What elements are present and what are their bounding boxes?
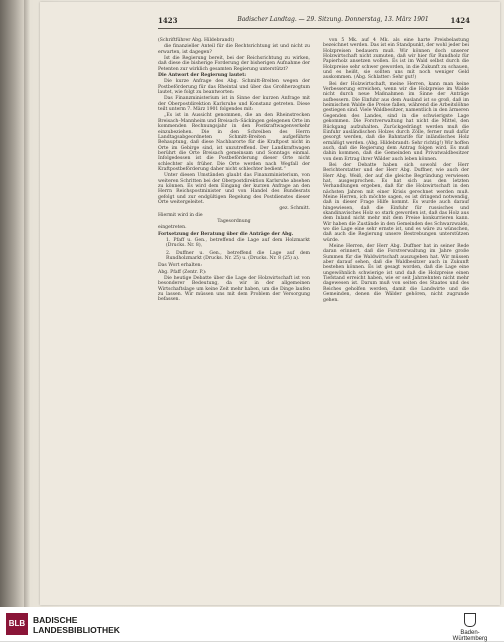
paragraph: Die Antwort der Regierung lautet: xyxy=(158,73,247,79)
paragraph: Bei der Debatte haben sich sowohl der Herr Berichterstatter und der Herr Abg. Duffner, wie auch der Herr Abg. Weiß, der auf die gleiche Begründung verwiesen hat, ausgesprochen. Es hat sich aus den letzten Verhandlungen ergeben, daß für die Holzwirtschaft in den nächsten Jahren mit einer Krisis gerechnet werden muß. Meine Herren, ich möchte sagen, es ist dringend notwendig, daß in dieser Frage Hilfe kommt. Es wurde auch darauf hingewiesen, daß die Einfuhr für russisches und skandinavisches Holz so stark geworden ist, daß das Holz aus dem Inland nicht mehr mit dem Preise konkurrieren kann. Wir haben die Zustände in den Gemeinden des Schwarzwalds, wo die Lage eine sehr ernste ist, und es wäre zu wünschen, daß auch die Regierung unsere Bestrebungen unterstützen würde. xyxy=(323,162,469,243)
paragraph: Die heutige Debatte über die Lage der Holzwirtschaft ist von besonderer Bedeutung, da wir in der allgemeinen Wirtschaftslage um keine Zeit mehr haben, um die Dinge laufen zu lassen. Wir müssen uns mit dem Problem der Versorgung befassen. xyxy=(158,276,310,303)
library-footer xyxy=(0,607,504,641)
paragraph: Tagesordnung xyxy=(217,219,251,224)
paragraph: die finanzieller Anteil für die Rechtsrichtung ist und nicht zu erwarten, ist dagegen? xyxy=(158,44,310,55)
state-name: Baden-Württemberg xyxy=(452,630,488,642)
paragraph: gez. Schmitt. xyxy=(279,206,310,212)
library-name-line2: LANDESBIBLIOTHEK xyxy=(33,625,120,635)
paragraph: Das Wort erhalten: xyxy=(158,263,203,269)
crest-icon xyxy=(464,613,476,627)
paragraph: Ist die Regierung bereit, bei der Reichsrichtung zu wirken, daß diese die bisherige Forderung der bisherigen Aufnahme der Petenten zur wirklich gesamten Regierung unterstützt? xyxy=(158,56,310,72)
right-column xyxy=(323,38,469,304)
paragraph: Das Finanzministerium ist in Sinne der kurzen Anfrage mit der Oberpostdirektion Karlsruhe und Konstanz getreten. Diese teilt unterm 7. März 1901 folgendes mit: xyxy=(158,96,310,113)
running-head-title: Badischer Landtag. — 29. Sitzung. Donnerstag, 13. März 1901 xyxy=(237,16,429,23)
book-spine-edge xyxy=(0,0,24,607)
paragraph: Meine Herren, der Herr Abg. Duffner hat in seiner Rede daran erinnert, daß die Forstverwaltung im Jahre große Summen für die Waldwirtschaft auszugeben hat. Wir müssen aber darauf sehen, daß die Waldbesitzer auch in Zukunft bestehen können. Es ist gesagt worden, daß die Lage eine ungewöhnlich schwierige ist und daß die Holzpreise einen Tiefstand erreicht haben, wie er seit Jahrzehnten nicht mehr dagewesen ist. Darum muß von seiten des Staates und des Reiches geholfen werden, damit die Landwirte und die Gemeinden, denen die Wälder gehören, nicht zugrunde gehen. xyxy=(323,244,469,303)
paragraph: (Schriftführer Abg. Hildebrandt) xyxy=(158,38,235,43)
paragraph: 1. Pfaff u. Gen., betreffend die Lage auf dem Holzmarkt (Drucks. Nr. 8), xyxy=(166,238,310,249)
paragraph: Die kurze Anfrage des Abg. Schmitt-Breiten wegen der Postbeförderung für das Rheintal und über das Großherzogtum lautet, wie folgt zu beantworten: xyxy=(158,79,310,96)
page-number-left: 1423 xyxy=(158,16,178,25)
paragraph: Bei der Holzwirtschaft, meine Herren, kann man keine Verbesserung erreichen, wenn wir die Holzpreise im Walde nicht durch neue Maßnahmen im Sinne der Anträge aufbessern. Die Einfuhr aus dem Ausland ist so groß, daß im heimischen Walde die Preise fallen, während die Arbeitslöhne gestiegen sind. Viele Waldbesitzer, namentlich in den ärmeren Gegenden des Landes, sind in die schwierigste Lage gekommen. Die Forstverwaltung hat nicht die Mittel, den Rückgang aufzuhalten. Zurückgedrängt werden muß die Einfuhr ausländischen Holzes durch Zölle, ferner muß dafür gesorgt werden, daß die Bahntarife für inländisches Holz ermäßigt werden. (Abg. Hildebrandt: Sehr richtig!) Wir hoffen auch, daß die Regierung dem Antrag folgen wird. Es muß dahin kommen, daß die Gemeinden und Privatwaldbesitzer von dem Ertrag ihrer Wälder auch leben können. xyxy=(323,81,469,162)
paragraph: „Es ist in Aussicht genommen, die an den Rheinstrecken Breisach–Mannheim und Breisach–Säckingen gelegenen Orte im kommenden Rechnungsjahr in den Postkraftwagenverkehr einzubeziehen. Die in den Schreiben des Herrn Landtagsabgeordneten Schmitt-Breiten aufgeführte Behauptung, daß diese Nachbarorte für die Kraftpost nicht in Orte im Gebirge sind, ist unzutreffend. Der Landkraftwagen berührt die Orte Breisach gemeinsam und Sonntags einmal. Infolgedessen ist die Postbeförderung dieser Orte nicht schlechter als früher. Die Orte werden nach Wegfall der Kraftpostbeförderung daher nicht schlechter bedient.“ xyxy=(158,113,310,172)
paragraph: Unter diesen Umständen glaubt das Finanzministerium, von weiteren Schritten bei der Oberpostdirektion Karlsruhe absehen zu können. Es wird dem Eingang der kurzen Anfrage an den Herrn Reichspostminister und von Handel des Bundesrats gefolgt und zur endgültigen Regelung des Postdienstes dieser Orte weitergeleitet. xyxy=(158,173,310,205)
paragraph: 2. Duffner u. Gen., betreffend die Lage auf dem Rundholzmarkt (Drucks. Nr. 25) u. (Drucks. Nr. 8 (25) a). xyxy=(166,250,310,262)
paragraph: von 5 Mk. auf 4 Mk. als eine harte Preisbelastung bezeichnet werden. Das ist ein Standpunkt, der wohl jeder bei Holzpreisen bedauern muß. Wir können doch unserer Holzwirtschaft nicht zumuten, daß wir hier für Rundholz für Papierholz ansetzen wollen. Es ist im Wald selbst durch die Holzpreise sehr schwer geworden, in die Zukunft zu schauen, und es heißt, sie sollten uns mit noch weniger Geld auskommen. (Abg. Schlatter: Sehr gut!) xyxy=(323,38,469,81)
header-rule xyxy=(158,28,463,29)
blb-logo: BLB xyxy=(6,613,28,635)
paragraph: Fortsetzung der Beratung über die Anträge der Abg. xyxy=(158,231,294,237)
book-page xyxy=(40,2,500,605)
page-number-right: 1424 xyxy=(450,16,470,25)
paragraph: Abg. Pfaff (Zentr. P.): xyxy=(158,269,207,275)
library-name-line1: BADISCHE xyxy=(33,615,78,625)
paragraph: Hiermit wird in die xyxy=(158,212,203,218)
paragraph: eingetreten. xyxy=(158,225,187,231)
state-logo xyxy=(444,613,496,642)
left-column xyxy=(158,38,310,304)
running-head xyxy=(40,16,500,28)
library-name xyxy=(33,615,120,635)
